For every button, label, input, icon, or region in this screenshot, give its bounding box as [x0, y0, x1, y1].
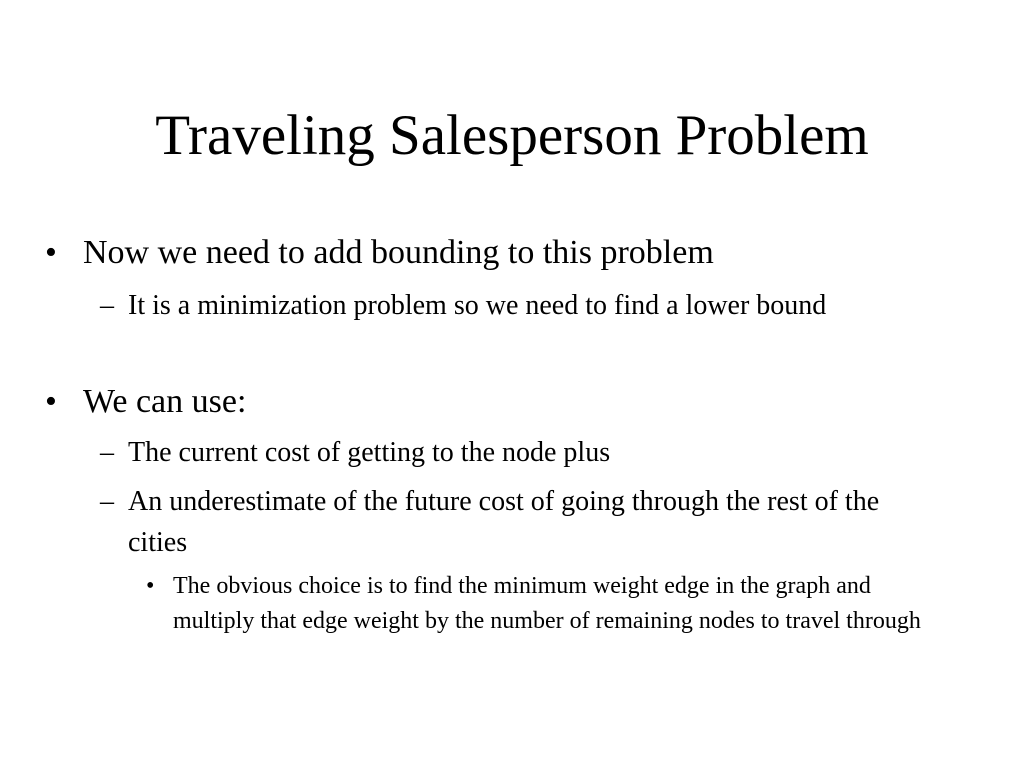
bullet-text: We can use: [83, 383, 247, 420]
bullet-marker: • [45, 383, 57, 420]
bullet-marker: – [100, 437, 114, 468]
slide-title: Traveling Salesperson Problem [155, 104, 869, 167]
bullet-marker: • [45, 234, 57, 271]
bullet-text: The current cost of getting to the node plus [128, 437, 611, 468]
bullet-text: Now we need to add bounding to this problem [83, 234, 714, 271]
bullet-marker: – [100, 486, 114, 517]
bullet-text: It is a minimization problem so we need to find a lower bound [128, 290, 827, 321]
bullet-text: An underestimate of the future cost of going through the rest of the cities [128, 486, 880, 558]
bullet-marker: • [146, 573, 155, 599]
bullet-marker: – [100, 290, 114, 321]
bullet-text: The obvious choice is to find the minimum weight edge in the graph and multiply that edge weight by the number of remaining nodes to travel through [173, 573, 921, 634]
